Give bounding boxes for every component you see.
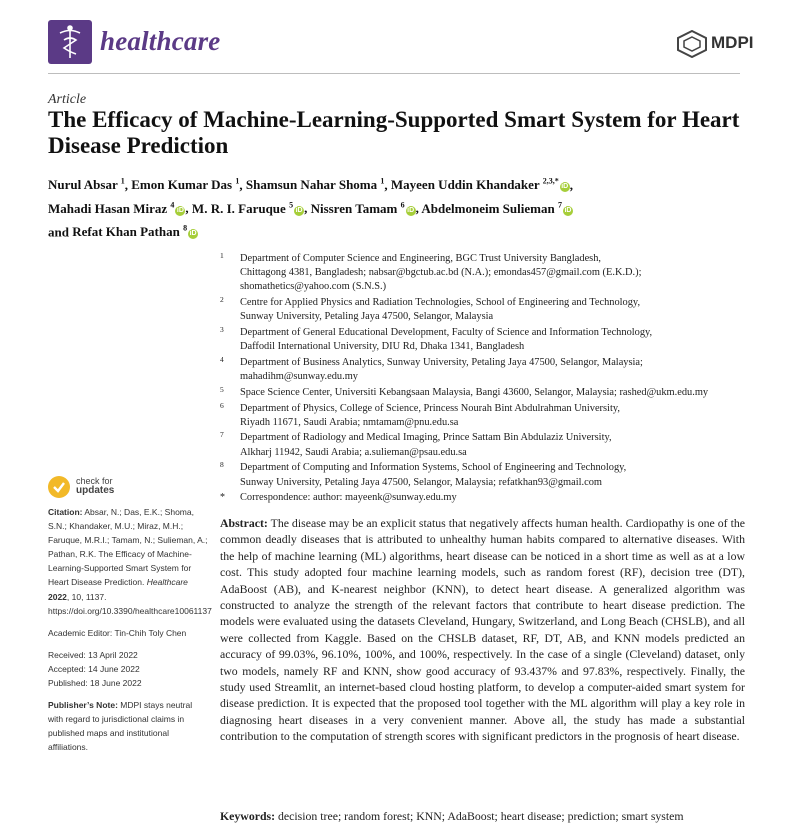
author-affiliation-ref: 1 xyxy=(235,177,240,186)
publisher-note-text: MDPI stays neutral with regard to jurisdictional claims in published maps and institutional affiliations. xyxy=(48,700,193,753)
keywords-label: Keywords: xyxy=(220,809,276,823)
affiliation-line: Sunway University, Petaling Jaya 47500, Selangor, Malaysia xyxy=(240,311,494,323)
author[interactable] xyxy=(391,177,570,192)
affiliation-line: Department of General Educational Development, Faculty of Science and Information Technology, xyxy=(240,327,653,339)
affiliations xyxy=(220,252,760,507)
affiliation-line: Centre for Applied Physics and Radiation Technologies, School of Engineering and Technology, xyxy=(240,297,641,309)
keywords-text: decision tree; random forest; KNN; AdaBoost; heart disease; prediction; smart system xyxy=(278,809,684,823)
author-name: Mayeen Uddin Khandaker xyxy=(390,177,540,193)
affiliation-line: Alkharj 11942, Saudi Arabia; a.sulieman@psau.edu.sa xyxy=(240,446,467,458)
author[interactable] xyxy=(48,177,125,192)
keywords xyxy=(220,809,760,824)
author[interactable] xyxy=(72,224,198,239)
citation-year: 2022 xyxy=(48,591,67,602)
date-received: Received: 13 April 2022 xyxy=(48,649,138,660)
author-affiliation-ref: 7 xyxy=(557,200,562,210)
author[interactable] xyxy=(246,177,385,192)
author-name: Nissren Tamam xyxy=(310,200,398,216)
author[interactable] xyxy=(192,201,304,216)
publisher-name: MDPI xyxy=(711,33,754,52)
author-affiliation-ref: 1 xyxy=(120,177,125,186)
affiliation xyxy=(220,356,760,384)
journal-name: healthcare xyxy=(100,26,221,56)
mdpi-logo-icon xyxy=(676,30,708,58)
abstract-text: The disease may be an explicit status that negatively affects human health. Cardiopathy is one of the common deadly diseases that is attributed to unhealthy human habits compared to alternative diseases. With the help of machine learning (ML) algorithms, heart disease can be noticed in a short time as well as at a low cost. This study adopted four machine learning models, such as random forest (RF), decision tree (DT), AdaBoost (AB), and K-nearest neighbor (KNN), to detect heart disease. A generalized algorithm was constructed to analyze the strength of the relevant factors that contribute to heart disease prediction. The models were evaluated using the datasets Cleveland, Hungary, Switzerland, and Long Beach (CHSLB), and all were collected from Kaggle. Based on the CHSLB dataset, RF, DT, AB, and KNN models predicted an accuracy of 99.03%, 96.10%, 100%, and 100%, respectively. In the case of a single (Cleveland) dataset, only two models, namely RF and KNN, show good accuracy of 93.437% and 97.83%, respectively. Finally, the study used Streamlit, an internet-based cloud hosting platform, to develop a computer-aided smart system for disease prediction. It is expected that the proposed tool together with the ML algorithm will play a key role in diagnosing heart diseases in a very convenient manner. Above all, the study has made a substantial contribution to the computation of strength scores with significant predictors in the prognosis of heart disease. xyxy=(220,516,745,744)
affiliation-number: * xyxy=(220,492,225,504)
author-affiliation-ref: 6 xyxy=(400,200,405,210)
affiliation-number: 3 xyxy=(220,325,224,335)
orcid-icon[interactable]: iD xyxy=(561,183,569,191)
article-type: Article xyxy=(48,92,87,107)
check-updates-icon xyxy=(48,476,70,498)
affiliation-line: Department of Computer Science and Engineering, BGC Trust University Bangladesh, xyxy=(240,253,602,264)
author-affiliation-ref: 1 xyxy=(380,177,385,186)
author-name: Mahadi Hasan Miraz xyxy=(48,200,168,216)
orcid-icon[interactable]: iD xyxy=(564,206,572,214)
date-accepted: Accepted: 14 June 2022 xyxy=(48,663,140,674)
author-affiliation-ref: 8 xyxy=(183,223,188,233)
author-name: Emon Kumar Das xyxy=(131,177,233,193)
author[interactable] xyxy=(131,177,239,192)
author[interactable] xyxy=(421,201,573,216)
citation-label: Citation: xyxy=(48,507,83,517)
affiliation-line: Daffodil International University, DIU Rd, Dhaka 1341, Bangladesh xyxy=(240,341,525,353)
affiliation xyxy=(220,431,760,459)
abstract-label: Abstract: xyxy=(220,516,268,530)
author-name: Nurul Absar xyxy=(48,177,118,193)
affiliation xyxy=(220,296,760,324)
affiliation xyxy=(220,326,760,354)
article-title: The Efficacy of Machine-Learning-Supported Smart System for Heart Disease Prediction xyxy=(48,107,740,158)
author-name: M. R. I. Faruque xyxy=(191,200,286,216)
check-updates-line2: updates xyxy=(76,485,115,496)
citation: Citation: Absar, N.; Das, E.K.; Shoma, S.N.; Khandaker, M.U.; Miraz, M.H.; Faruque, M.R.I.; Tamam, N.; Sulieman, A.; Pathan, R.K. The Efficacy of Machine-Learning-Supported Smart System for Heart Disease Prediction. Healthcare 2022, 10, 1137. https://doi.org/10.3390/healthcare10061137 xyxy=(48,507,212,616)
check-updates-line1: check for xyxy=(76,476,113,486)
affiliation-line: Sunway University, Petaling Jaya 47500, Selangor, Malaysia; refatkhan93@gmail.com xyxy=(240,476,602,488)
affiliation-line: shomathetics@yahoo.com (S.N.S.) xyxy=(240,281,387,293)
affiliation-number: 4 xyxy=(220,354,224,364)
orcid-icon[interactable]: iD xyxy=(189,229,197,237)
affiliation-line: Riyadh 11671, Saudi Arabia; nmtamam@pnu.edu.sa xyxy=(240,416,459,428)
author-name: Abdelmoneim Sulieman xyxy=(421,200,555,216)
academic-editor: Academic Editor: Tin-Chih Toly Chen xyxy=(48,627,187,638)
affiliation xyxy=(220,386,760,400)
header-divider xyxy=(48,73,740,74)
affiliation xyxy=(220,491,760,505)
sidebar xyxy=(48,505,212,763)
check-updates-badge[interactable] xyxy=(48,476,168,498)
publisher-note-label: Publisher’s Note: xyxy=(48,700,118,711)
author-affiliation-ref: 4 xyxy=(170,200,175,210)
abstract xyxy=(220,515,745,745)
caduceus-icon xyxy=(48,20,92,64)
affiliation-number: 7 xyxy=(220,430,224,440)
affiliation-number: 5 xyxy=(220,384,224,394)
affiliation xyxy=(220,252,760,295)
affiliation-number: 2 xyxy=(220,295,224,305)
affiliation-line: Department of Physics, College of Science, Princess Nourah Bint Abdulrahman University, xyxy=(240,402,620,414)
journal-logo xyxy=(48,20,92,64)
orcid-icon[interactable]: iD xyxy=(176,206,184,214)
author-name: Refat Khan Pathan xyxy=(72,223,180,239)
date-published: Published: 18 June 2022 xyxy=(48,678,142,689)
affiliation-line: Correspondence: author: mayeenk@sunway.edu.my xyxy=(240,492,457,504)
author[interactable] xyxy=(48,201,185,216)
citation-text: Absar, N.; Das, E.K.; Shoma, S.N.; Khandaker, M.U.; Miraz, M.H.; Faruque, M.R.I.; Tamam, N.; Sulieman, A.; Pathan, R.K. The Efficacy of Machine-Learning-Supported Smart System for Heart Disease Prediction. xyxy=(48,507,208,588)
affiliation-line: Space Science Center, Universiti Kebangsaan Malaysia, Bangi 43600, Selangor, Malaysia; rashed@ukm.edu.my xyxy=(240,386,709,398)
orcid-icon[interactable]: iD xyxy=(407,206,415,214)
affiliation-number: 6 xyxy=(220,400,224,410)
affiliation xyxy=(220,461,760,489)
affiliation-line: mahadihm@sunway.edu.my xyxy=(240,371,358,383)
citation-doi[interactable]: 10, 1137. https://doi.org/10.3390/healthcare10061137 xyxy=(48,591,212,616)
affiliation-line: Chittagong 4381, Bangladesh; nabsar@bgctub.ac.bd (N.A.); emondas457@gmail.com (E.K.D.); xyxy=(240,267,642,279)
affiliation xyxy=(220,402,760,430)
affiliation-line: Department of Business Analytics, Sunway University, Petaling Jaya 47500, Selangor, Malaysia; xyxy=(240,356,643,368)
author-affiliation-ref: 5 xyxy=(289,200,294,210)
affiliation-number: 1 xyxy=(220,251,224,260)
affiliation-line: Department of Radiology and Medical Imaging, Prince Sattam Bin Abdulaziz University, xyxy=(240,432,612,444)
author-affiliation-ref: 2,3,* xyxy=(542,177,559,186)
citation-journal: Healthcare xyxy=(146,577,188,588)
publisher-note xyxy=(48,698,208,754)
author-name: Shamsun Nahar Shoma xyxy=(245,177,378,193)
affiliation-line: Department of Computing and Information Systems, School of Engineering and Technology, xyxy=(240,462,627,474)
author-list: Nurul Absar $^1$, Emon Kumar Das $^1$, Shamsun Nahar Shoma $^1$, Mayeen Uddin Khandaker $^{2,3,*}$iD , Mahadi Hasan Miraz $^4$iD , M. R. I. Faruque $^5$iD , Nissren Tamam $^6$iD , Abdelmoneim Sulieman $^7$iD and Refat Khan Pathan $^8$iD xyxy=(48,177,573,239)
author[interactable] xyxy=(311,201,416,216)
affiliation-number: 8 xyxy=(220,460,224,470)
orcid-icon[interactable]: iD xyxy=(295,206,303,214)
